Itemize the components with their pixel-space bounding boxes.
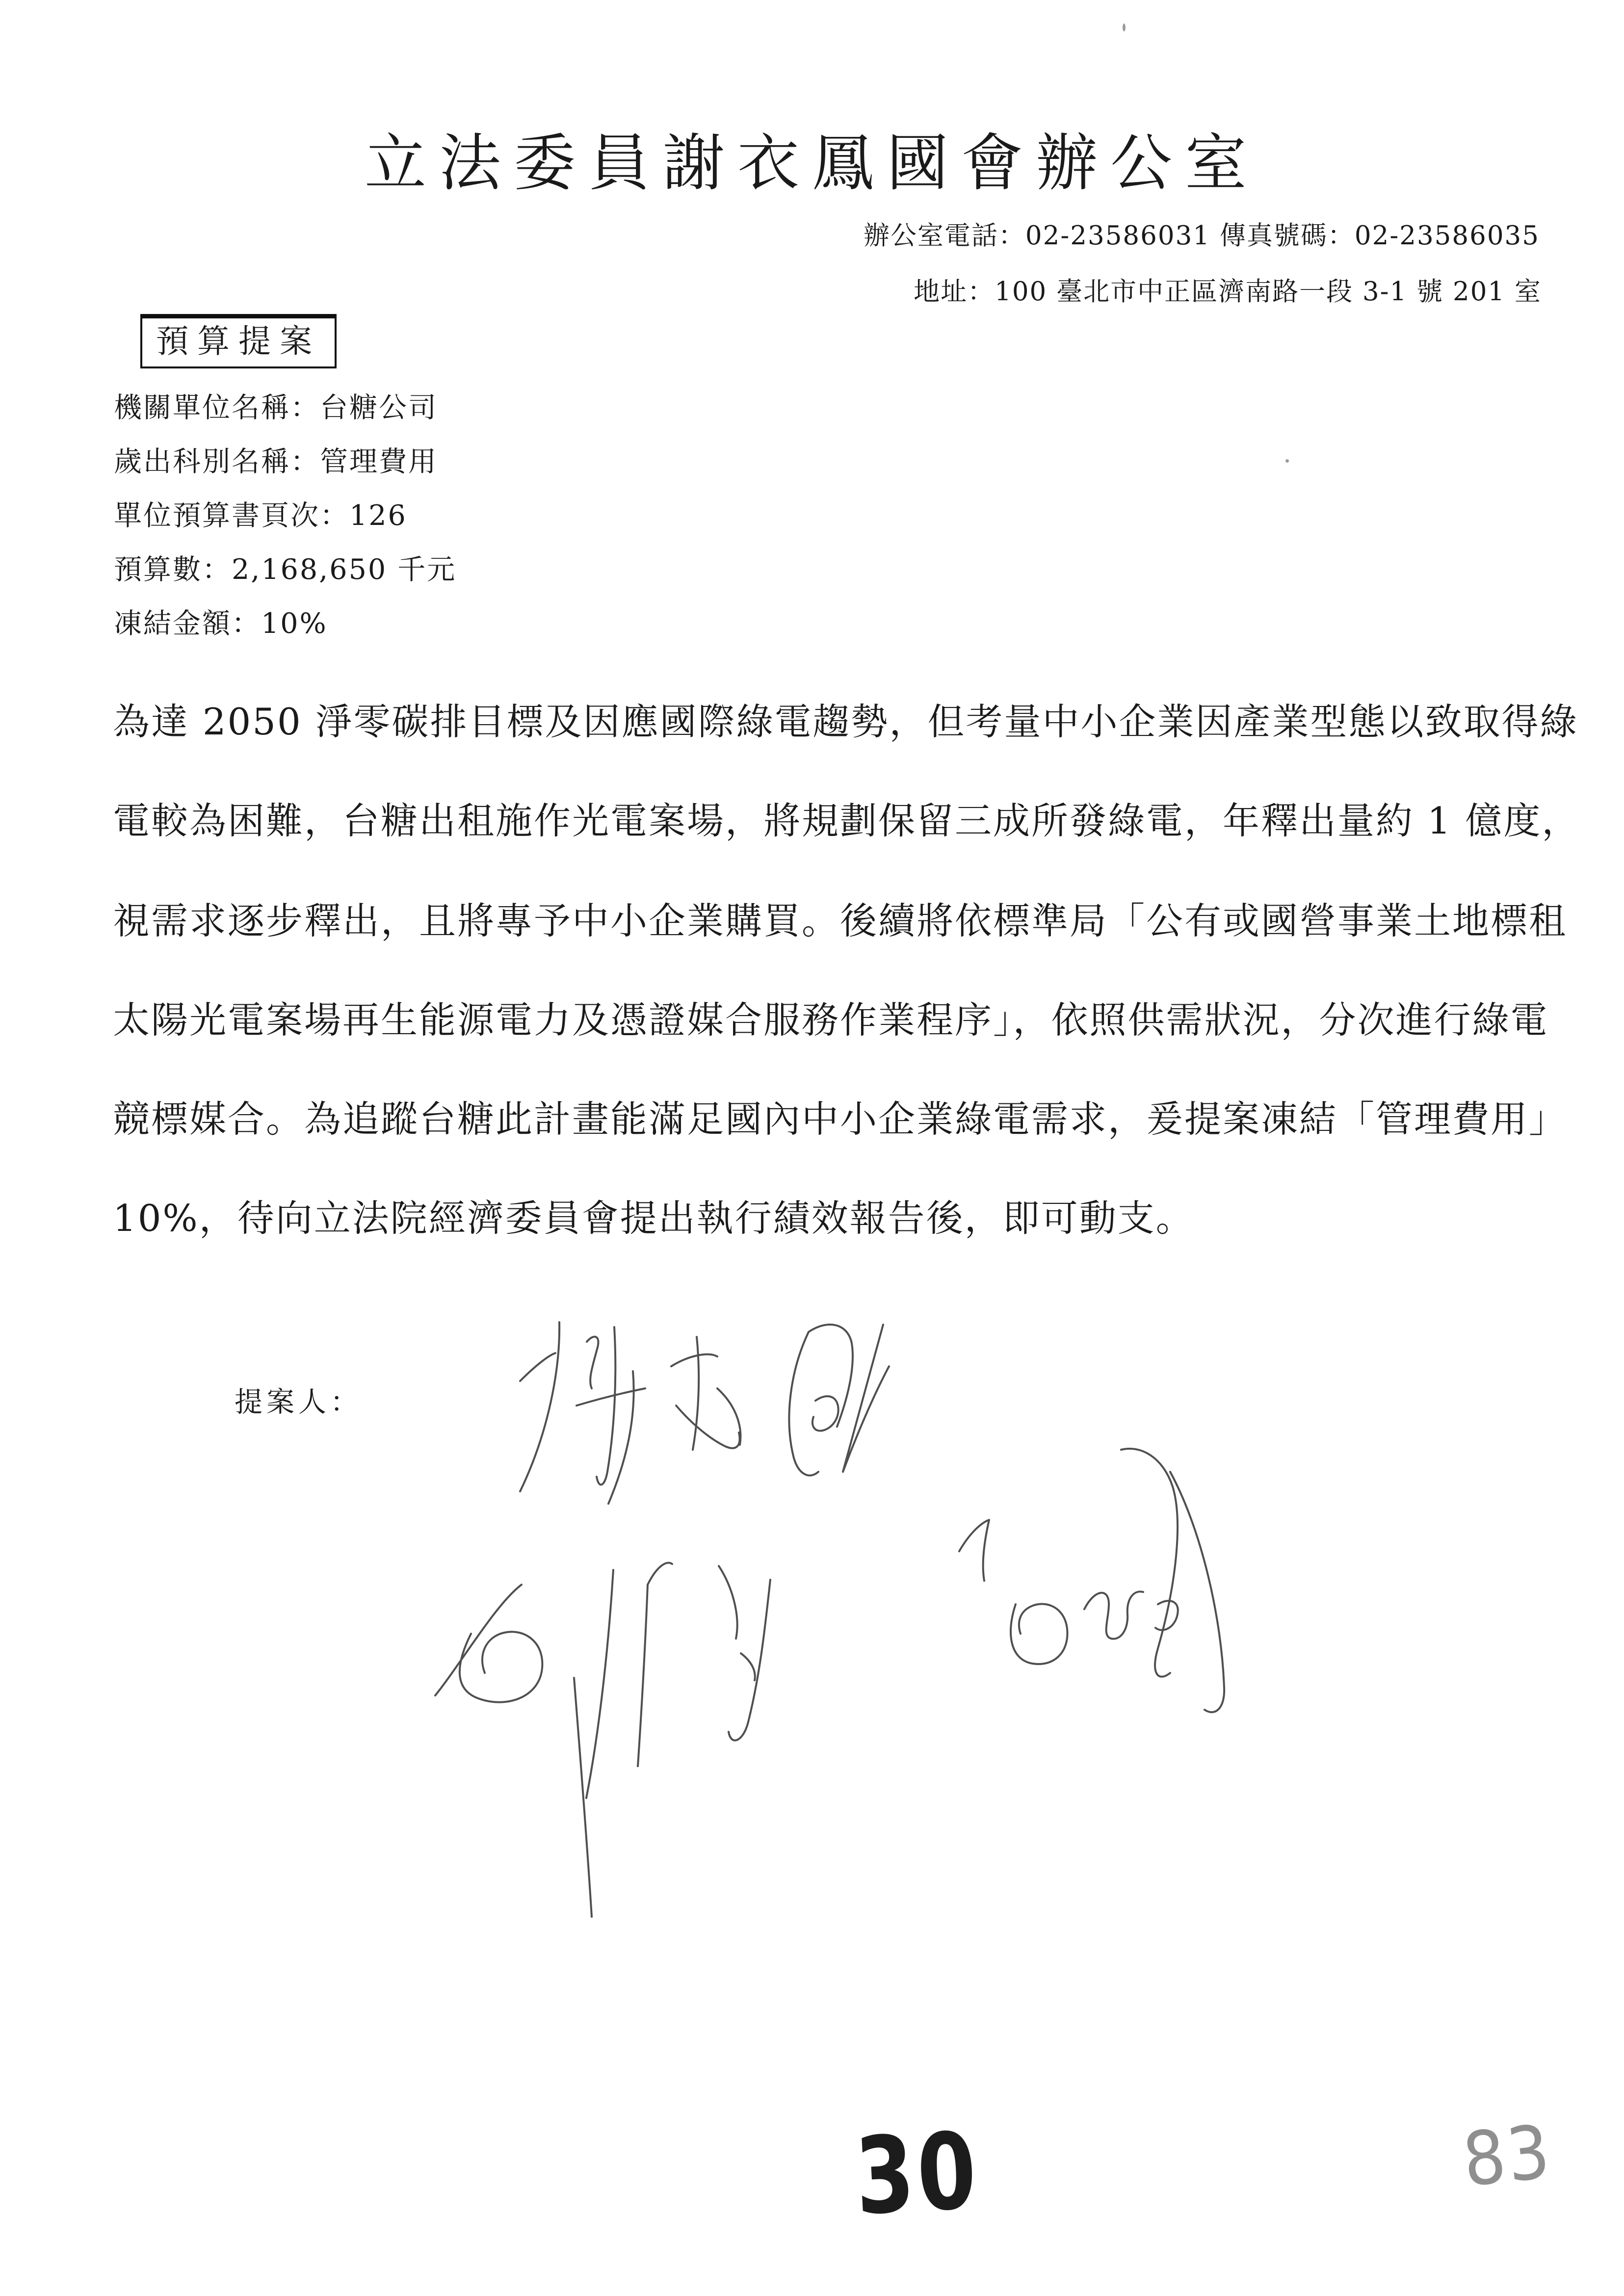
handwritten-signature-3-icon <box>947 1442 1241 1737</box>
signature-strokes <box>947 1442 1241 1737</box>
section-label-budget-proposal: 預算提案 <box>140 314 337 368</box>
info-line-expenditure-category: 歲出科別名稱：管理費用 <box>114 445 438 478</box>
page-title: 立法委員謝衣鳳國會辦公室 <box>365 127 1259 199</box>
signature-strokes <box>427 1536 805 1923</box>
handwritten-page-number: 83 <box>1459 2109 1555 2204</box>
scan-artifact <box>1285 459 1289 463</box>
body-text-line: 為達 2050 淨零碳排目標及因應國際綠電趨勢，但考量中小企業因產業型態以致取得綠 <box>113 700 1578 743</box>
info-line-frozen-amount: 凍結金額：10% <box>114 607 328 640</box>
info-line-budget-book-page: 單位預算書頁次：126 <box>114 499 407 532</box>
proposer-label: 提案人： <box>235 1386 362 1418</box>
office-address-line: 地址：100 臺北市中正區濟南路一段 3-1 號 201 室 <box>914 277 1542 307</box>
signature-strokes <box>491 1315 893 1511</box>
body-text-line: 太陽光電案場再生能源電力及憑證媒合服務作業程序」，依照供需狀況，分次進行綠電 <box>113 998 1549 1042</box>
body-text-line: 電較為困難，台糖出租施作光電案場，將規劃保留三成所發綠電，年釋出量約 1 億度， <box>113 799 1580 842</box>
printed-page-number: 30 <box>852 2109 983 2239</box>
info-line-agency-name: 機關單位名稱：台糖公司 <box>114 391 438 424</box>
office-contact-line: 辦公室電話：02-23586031 傳真號碼：02-23586035 <box>863 221 1540 251</box>
handwritten-signature-2-icon <box>427 1536 805 1923</box>
info-line-budget-amount: 預算數：2,168,650 千元 <box>114 553 457 586</box>
scan-artifact <box>1123 24 1126 31</box>
body-text-line: 競標媒合。為追蹤台糖此計畫能滿足國內中小企業綠電需求，爰提案凍結「管理費用」 <box>113 1097 1568 1141</box>
body-text-line: 10%，待向立法院經濟委員會提出執行績效報告後，即可動支。 <box>113 1197 1194 1240</box>
body-text-line: 視需求逐步釋出，且將專予中小企業購買。後續將依標準局「公有或國營事業土地標租 <box>113 899 1568 942</box>
handwritten-signature-1-icon <box>491 1315 893 1511</box>
